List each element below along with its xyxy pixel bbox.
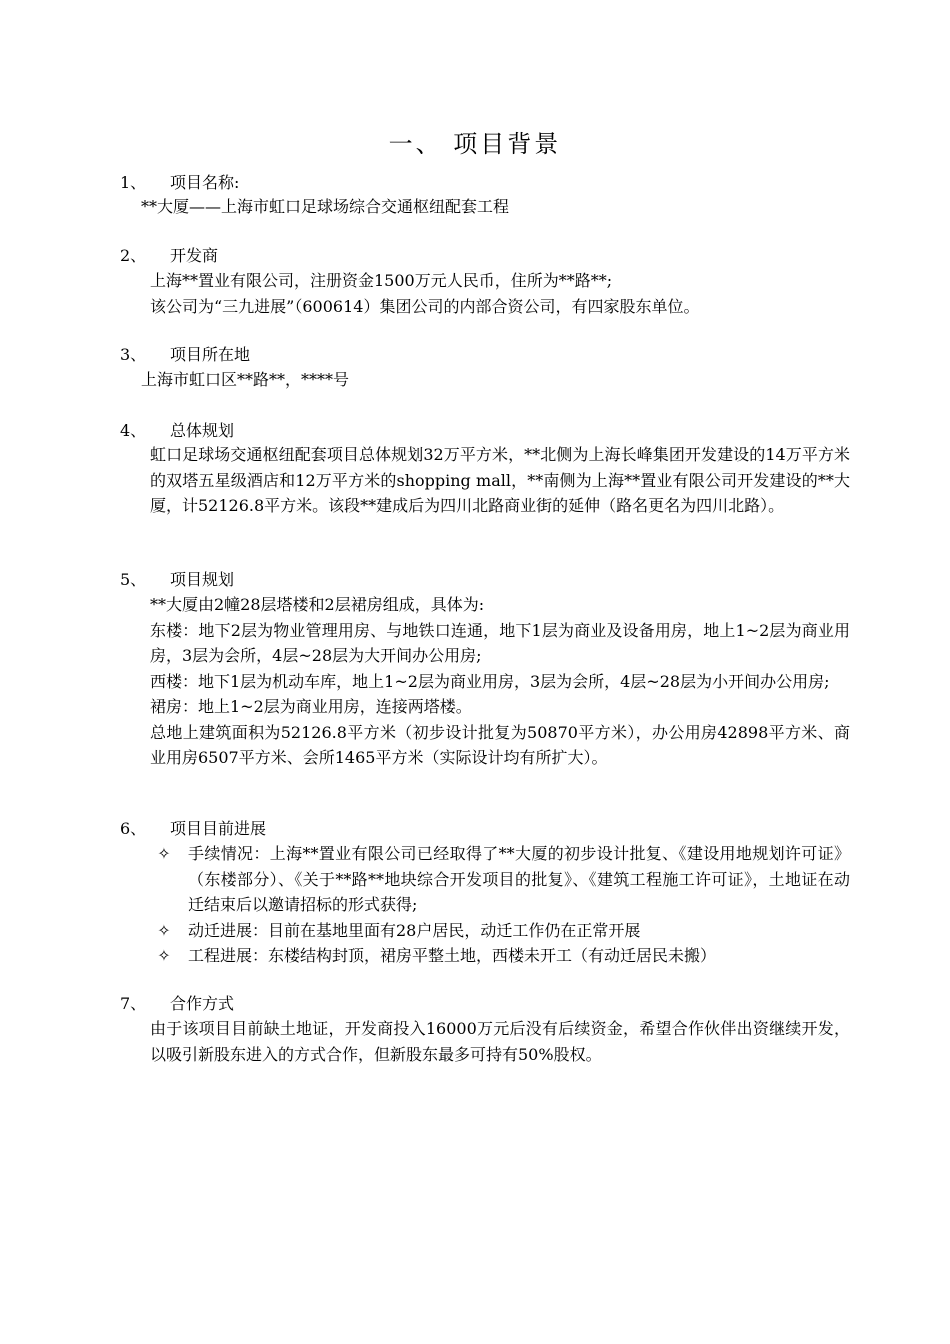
body-line: 上海**置业有限公司，注册资金1500万元人民币，住所为**路**; [150, 271, 613, 290]
diamond-star-icon: ✧ [157, 920, 171, 940]
body-line: 上海市虹口区**路**，****号 [141, 370, 350, 389]
section-2-body [150, 268, 850, 319]
section-heading-text: 总体规划 [170, 421, 235, 440]
body-line: 该公司为“三九进展”（600614）集团公司的内部合资公司，有四家股东单位。 [150, 296, 700, 316]
section-1-body [141, 194, 841, 220]
section-number: 6、 [120, 819, 147, 838]
section-heading-text: 开发商 [170, 246, 219, 265]
bullet-text: 手续情况：上海**置业有限公司已经取得了**大厦的初步设计批复、《建设用地规划许可证》（东楼部分）、《关于**路**地块综合开发项目的批复》、《建筑工程施工许可证》，土地证在动迁结束后以邀请招标的形式获得; [188, 844, 850, 914]
body-paragraph: 虹口足球场交通枢纽配套项目总体规划32万平方米，**北侧为上海长峰集团开发建设的14万平方米的双塔五星级酒店和12万平方米的shopping mall，**南侧为上海**置业有限公司开发建设的**大厦，计52126.8平方米。该段**建成后为四川北路商业街的延伸（路名更名为四川北路）。 [150, 445, 850, 515]
section-6-bullet-list [150, 841, 850, 969]
section-number: 1、 [120, 173, 147, 192]
section-heading-text: 项目所在地 [170, 345, 251, 364]
body-paragraph: 裙房：地上1~2层为商业用房，连接两塔楼。 [150, 697, 472, 716]
section-heading-text: 项目名称: [170, 173, 240, 192]
body-line: **大厦——上海市虹口足球场综合交通枢纽配套工程 [141, 197, 510, 216]
diamond-star-icon: ✧ [157, 946, 171, 965]
body-paragraph: 总地上建筑面积为52126.8平方米（初步设计批复为50870平方米），办公用房42898平方米、商业用房6507平方米、会所1465平方米（实际设计均有所扩大）。 [150, 722, 850, 767]
section-3-body [141, 367, 841, 393]
section-number: 5、 [120, 570, 147, 589]
section-4-body [150, 442, 850, 519]
section-6-heading [120, 816, 266, 841]
section-number: 2、 [120, 246, 147, 265]
list-item [150, 943, 850, 969]
section-heading-text: 合作方式 [170, 994, 235, 1013]
section-7-heading [120, 991, 234, 1016]
section-2-heading [120, 243, 218, 268]
section-5-body [150, 592, 850, 771]
body-paragraph: 东楼：地下2层为物业管理用房、与地铁口连通，地下1层为商业及设备用房，地上1~2层为商业用房，3层为会所，4层~28层为大开间办公用房; [150, 620, 850, 665]
list-item [150, 918, 850, 944]
bullet-text: 工程进展：东楼结构封顶，裙房平整土地，西楼未开工（有动迁居民未搬） [188, 946, 717, 965]
body-paragraph: 西楼：地下1层为机动车库，地上1~2层为商业用房，3层为会所，4层~28层为小开间办公用房; [150, 671, 830, 691]
section-heading-text: 项目目前进展 [170, 819, 267, 838]
bullet-text: 动迁进展：目前在基地里面有28户居民，动迁工作仍在正常开展 [188, 920, 641, 940]
section-4-heading [120, 418, 234, 443]
section-3-heading [120, 342, 250, 367]
section-number: 4、 [120, 421, 147, 440]
body-paragraph: 由于该项目目前缺土地证，开发商投入16000万元后没有后续资金，希望合作伙伴出资继续开发，以吸引新股东进入的方式合作，但新股东最多可持有50%股权。 [150, 1019, 850, 1064]
section-number: 7、 [120, 994, 147, 1013]
list-item [150, 841, 850, 918]
section-5-heading [120, 567, 234, 592]
diamond-star-icon: ✧ [157, 844, 171, 863]
section-1-heading [120, 170, 239, 195]
section-number: 3、 [120, 345, 147, 364]
section-7-body [150, 1016, 850, 1067]
section-heading-text: 项目规划 [170, 570, 235, 589]
document-title: 一、 项目背景 [388, 130, 562, 158]
body-paragraph: **大厦由2幢28层塔楼和2层裙房组成，具体为: [150, 595, 485, 614]
